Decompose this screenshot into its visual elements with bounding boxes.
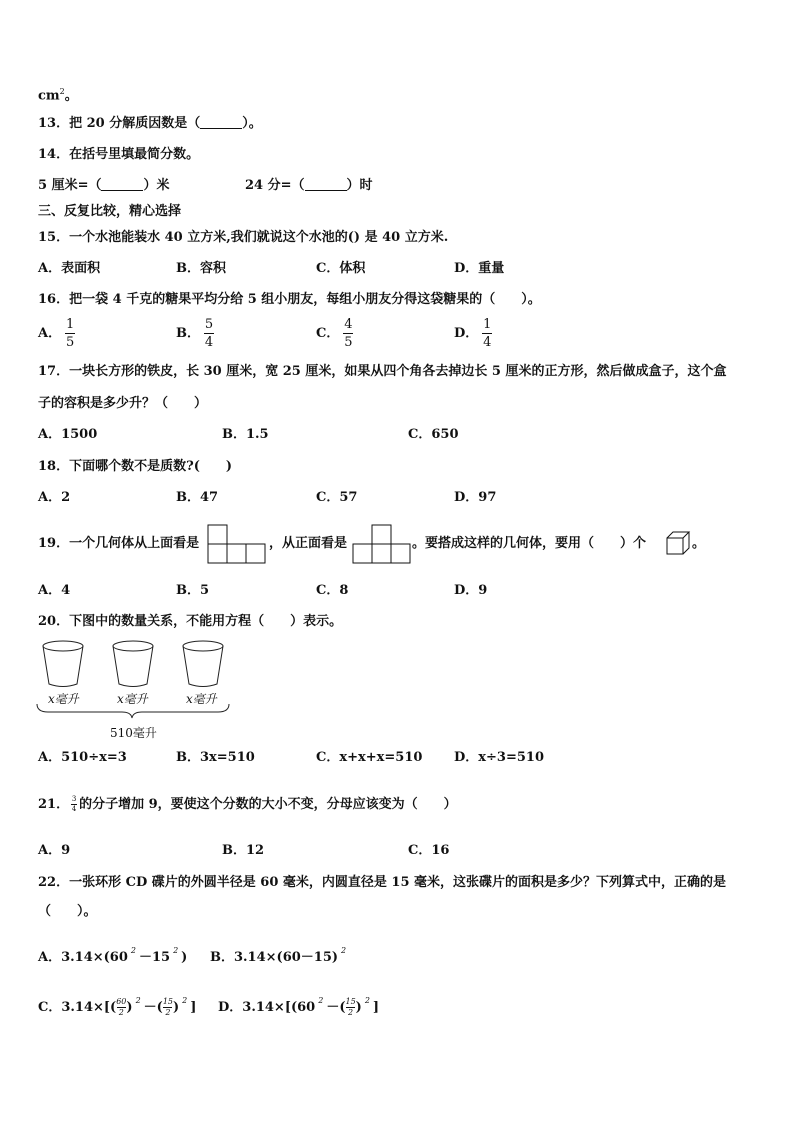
option-d[interactable]: D． $\frac{1}{4}$ (454, 317, 492, 350)
answer-blank[interactable] (200, 116, 242, 129)
option-c[interactable]: C． $\frac{4}{5}$ (316, 317, 353, 350)
answer-blank[interactable] (305, 178, 347, 191)
question-22-line-1: 22．一张环形 CD 碟片的外圆半径是 60 毫米，内圆直径是 15 毫米，这张碟片的面积是多少？下列算式中，正确的是 (38, 875, 727, 890)
option-c[interactable]: C．8 (316, 583, 349, 598)
question-21: 21． $\frac{3}{4}$ 的分子增加 9，要使这个分数的大小不变，分母应该变为（ ） (38, 795, 457, 813)
cup-label: x毫升 (117, 692, 148, 706)
option-d[interactable]: D．9 (454, 583, 488, 598)
option-c[interactable]: C．57 (316, 490, 358, 505)
question-19-part-3: 。要搭成这样的几何体，要用（ ）个 (412, 536, 647, 551)
option-b[interactable]: B． $\frac{5}{4}$ (176, 317, 214, 350)
option-d[interactable]: D．97 (454, 490, 497, 505)
option-a[interactable]: A．表面积 (38, 261, 101, 276)
fraction: $\frac{60}{2}$ (116, 997, 127, 1017)
option-c[interactable]: C．3.14×[( $\frac{60}{2}$ ) $^2$ －( $\frac{15}{2}$ ) $^2$ ] (38, 996, 197, 1017)
fraction: $\frac{3}{4}$ (71, 795, 77, 813)
option-d[interactable]: D．重量 (454, 261, 505, 276)
question-13: 13．把 20 分解质因数是（ ）。 (38, 116, 262, 131)
question-14: 14．在括号里填最简分数。 (38, 147, 200, 162)
cup-icon (183, 641, 223, 687)
option-b[interactable]: B．容积 (176, 261, 226, 276)
option-a[interactable]: A．3.14×(60 $^2$ －15 $^2$ ) (38, 946, 188, 965)
fraction: $\frac{4}{5}$ (344, 317, 353, 350)
option-b[interactable]: B．12 (222, 843, 265, 858)
answer-blank[interactable] (101, 178, 143, 191)
question-16: 16．把一袋 4 千克的糖果平均分给 5 组小朋友，每组小朋友分得这袋糖果的（ ）。 (38, 292, 541, 307)
section-heading: 三、反复比较，精心选择 (38, 204, 182, 219)
option-c[interactable]: C．x+x+x=510 (316, 750, 423, 765)
front-view-diagram (352, 524, 412, 564)
option-b[interactable]: B．3.14×(60－15) $^2$ (210, 946, 347, 965)
option-c[interactable]: C．16 (408, 843, 450, 858)
top-view-diagram (207, 524, 267, 564)
option-a[interactable]: A． $\frac{1}{5}$ (38, 317, 75, 350)
question-22-line-2: （ ）。 (38, 904, 97, 919)
cup-label: x毫升 (48, 692, 79, 706)
cup-icon (43, 641, 83, 687)
option-c[interactable]: C．体积 (316, 261, 366, 276)
question-15: 15．一个水池能装水 40 立方米,我们就说这个水池的() 是 40 立方米. (38, 230, 449, 245)
fraction: $\frac{15}{2}$ (162, 997, 173, 1017)
option-b[interactable]: B．3x=510 (176, 750, 255, 765)
total-label: 510毫升 (110, 726, 157, 740)
option-a[interactable]: A．510÷x=3 (38, 750, 127, 765)
question-19-part-4: 。 (692, 536, 706, 551)
continued-text: $cm^2$。 (38, 87, 78, 104)
option-d[interactable]: D．3.14×[(60 $^2$ －( $\frac{15}{2}$ ) $^2$ ] (218, 996, 380, 1017)
question-14-part-b: 24 分=（ ）时 (245, 178, 373, 193)
question-17-line-1: 17．一块长方形的铁皮，长 30 厘米，宽 25 厘米，如果从四个角各去掉边长 5 厘米的正方形，然后做成盒子，这个盒 (38, 364, 727, 379)
question-14-part-a: 5 厘米=（ ）米 (38, 178, 170, 193)
option-c[interactable]: C．650 (408, 427, 459, 442)
question-19-part-2: ，从正面看是 (269, 536, 348, 551)
question-18: 18．下面哪个数不是质数?( ) (38, 459, 233, 474)
option-b[interactable]: B．1.5 (222, 427, 269, 442)
fraction: $\frac{5}{4}$ (204, 317, 214, 350)
cup-icon (113, 641, 153, 687)
option-d[interactable]: D．x÷3=510 (454, 750, 544, 765)
option-a[interactable]: A．1500 (38, 427, 98, 442)
cup-label: x毫升 (186, 692, 217, 706)
option-a[interactable]: A．2 (38, 490, 71, 505)
option-a[interactable]: A．9 (38, 843, 71, 858)
option-b[interactable]: B．47 (176, 490, 219, 505)
option-b[interactable]: B．5 (176, 583, 210, 598)
question-19-part-1: 19．一个几何体从上面看是 (38, 536, 200, 551)
fraction: $\frac{15}{2}$ (345, 997, 356, 1017)
fraction: $\frac{1}{4}$ (483, 317, 492, 350)
option-a[interactable]: A．4 (38, 583, 71, 598)
cube-icon (666, 531, 692, 555)
question-20: 20．下图中的数量关系，不能用方程（ ）表示。 (38, 614, 343, 629)
fraction: $\frac{1}{5}$ (65, 317, 75, 350)
question-17-line-2: 子的容积是多少升？（ ） (38, 396, 208, 411)
